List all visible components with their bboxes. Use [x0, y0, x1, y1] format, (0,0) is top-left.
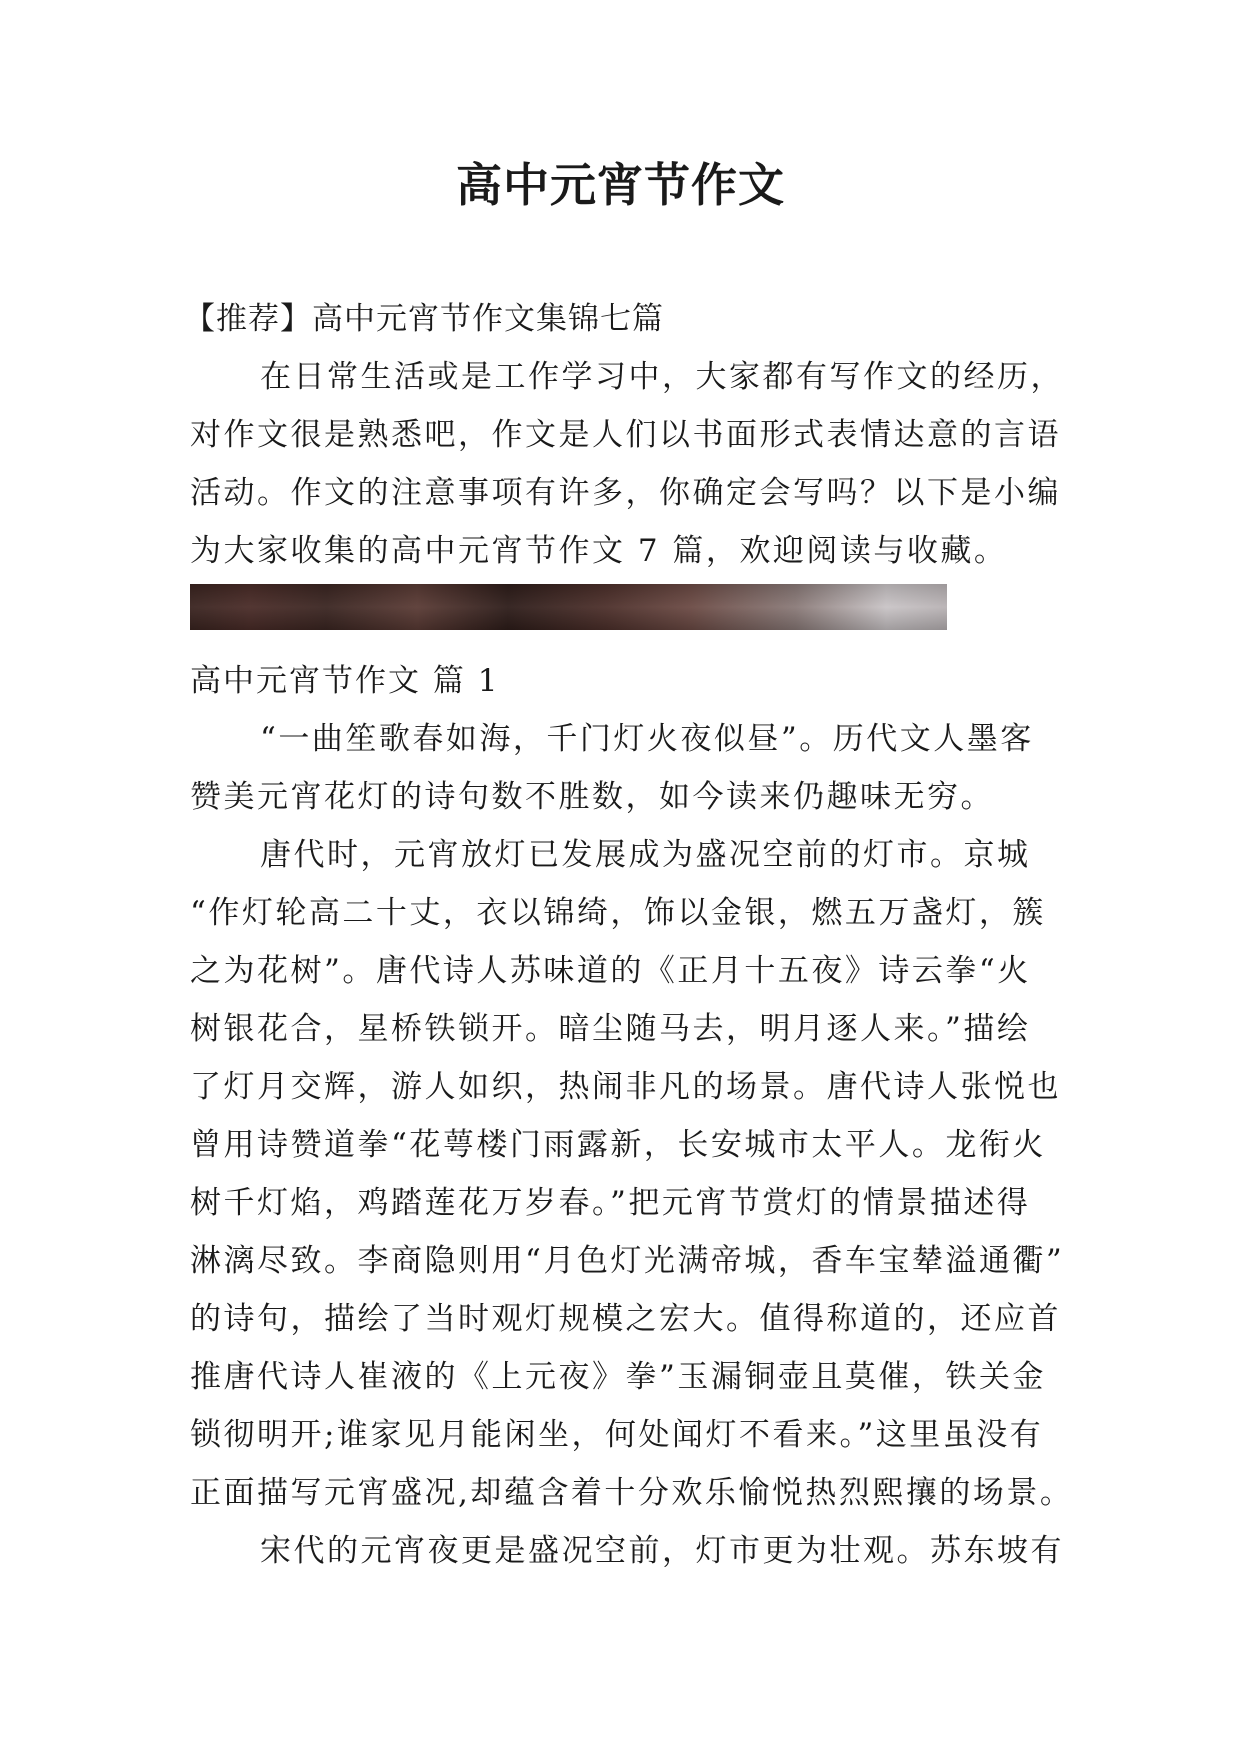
body-line: 锁彻明开;谁家见月能闲坐，何处闻灯不看来。”这里虽没有: [190, 1417, 1044, 1453]
intro-line: 为大家收集的高中元宵节作文 7 篇，欢迎阅读与收藏。: [190, 533, 1008, 569]
document-body: [184, 290, 1074, 1580]
body-line: 淋漓尽致。李商隐则用“月色灯光满帝城，香车宝辇溢通衢”: [190, 1243, 1065, 1279]
cropped-photo: [190, 584, 947, 630]
intro-line: 对作文很是熟悉吧，作文是人们以书面形式表情达意的言语: [190, 417, 1061, 453]
intro-line: 在日常生活或是工作学习中，大家都有写作文的经历，: [260, 359, 1064, 395]
body-line: 树千灯焰，鸡踏莲花万岁春。”把元宵节赏灯的情景描述得: [190, 1185, 1031, 1221]
recommend-line: 【推荐】高中元宵节作文集锦七篇: [184, 301, 664, 337]
body-line: 的诗句，描绘了当时观灯规模之宏大。值得称道的，还应首: [190, 1301, 1061, 1337]
body-line: “作灯轮高二十丈，衣以锦绮，饰以金银，燃五万盏灯，簇: [190, 895, 1046, 931]
body-line: 赞美元宵花灯的诗句数不胜数，如今读来仍趣味无穷。: [190, 779, 994, 815]
body-line: 正面描写元宵盛况,却蕴含着十分欢乐愉悦热烈熙攘的场景。: [190, 1475, 1074, 1511]
body-line: 曾用诗赞道拳“花萼楼门雨露新，长安城市太平人。龙衔火: [190, 1127, 1046, 1163]
body-line: 唐代时，元宵放灯已发展成为盛况空前的灯市。京城: [260, 837, 1031, 873]
intro-line: 活动。作文的注意事项有许多，你确定会写吗？以下是小编: [190, 475, 1061, 511]
document-title: 高中元宵节作文: [456, 158, 785, 212]
body-line: 推唐代诗人崔液的《上元夜》拳”玉漏铜壶且莫催，铁关金: [190, 1359, 1046, 1395]
body-line: 宋代的元宵夜更是盛况空前，灯市更为壮观。苏东坡有: [260, 1533, 1064, 1569]
body-line: “一曲笙歌春如海，千门灯火夜似昼”。历代文人墨客: [260, 721, 1034, 757]
body-line: 树银花合，星桥铁锁开。暗尘随马去，明月逐人来。”描绘: [190, 1011, 1031, 1047]
body-line: 之为花树”。唐代诗人苏味道的《正月十五夜》诗云拳“火: [190, 953, 1031, 989]
body-line: 了灯月交辉，游人如织，热闹非凡的场景。唐代诗人张悦也: [190, 1069, 1061, 1105]
section-heading: 高中元宵节作文 篇 1: [190, 663, 500, 699]
